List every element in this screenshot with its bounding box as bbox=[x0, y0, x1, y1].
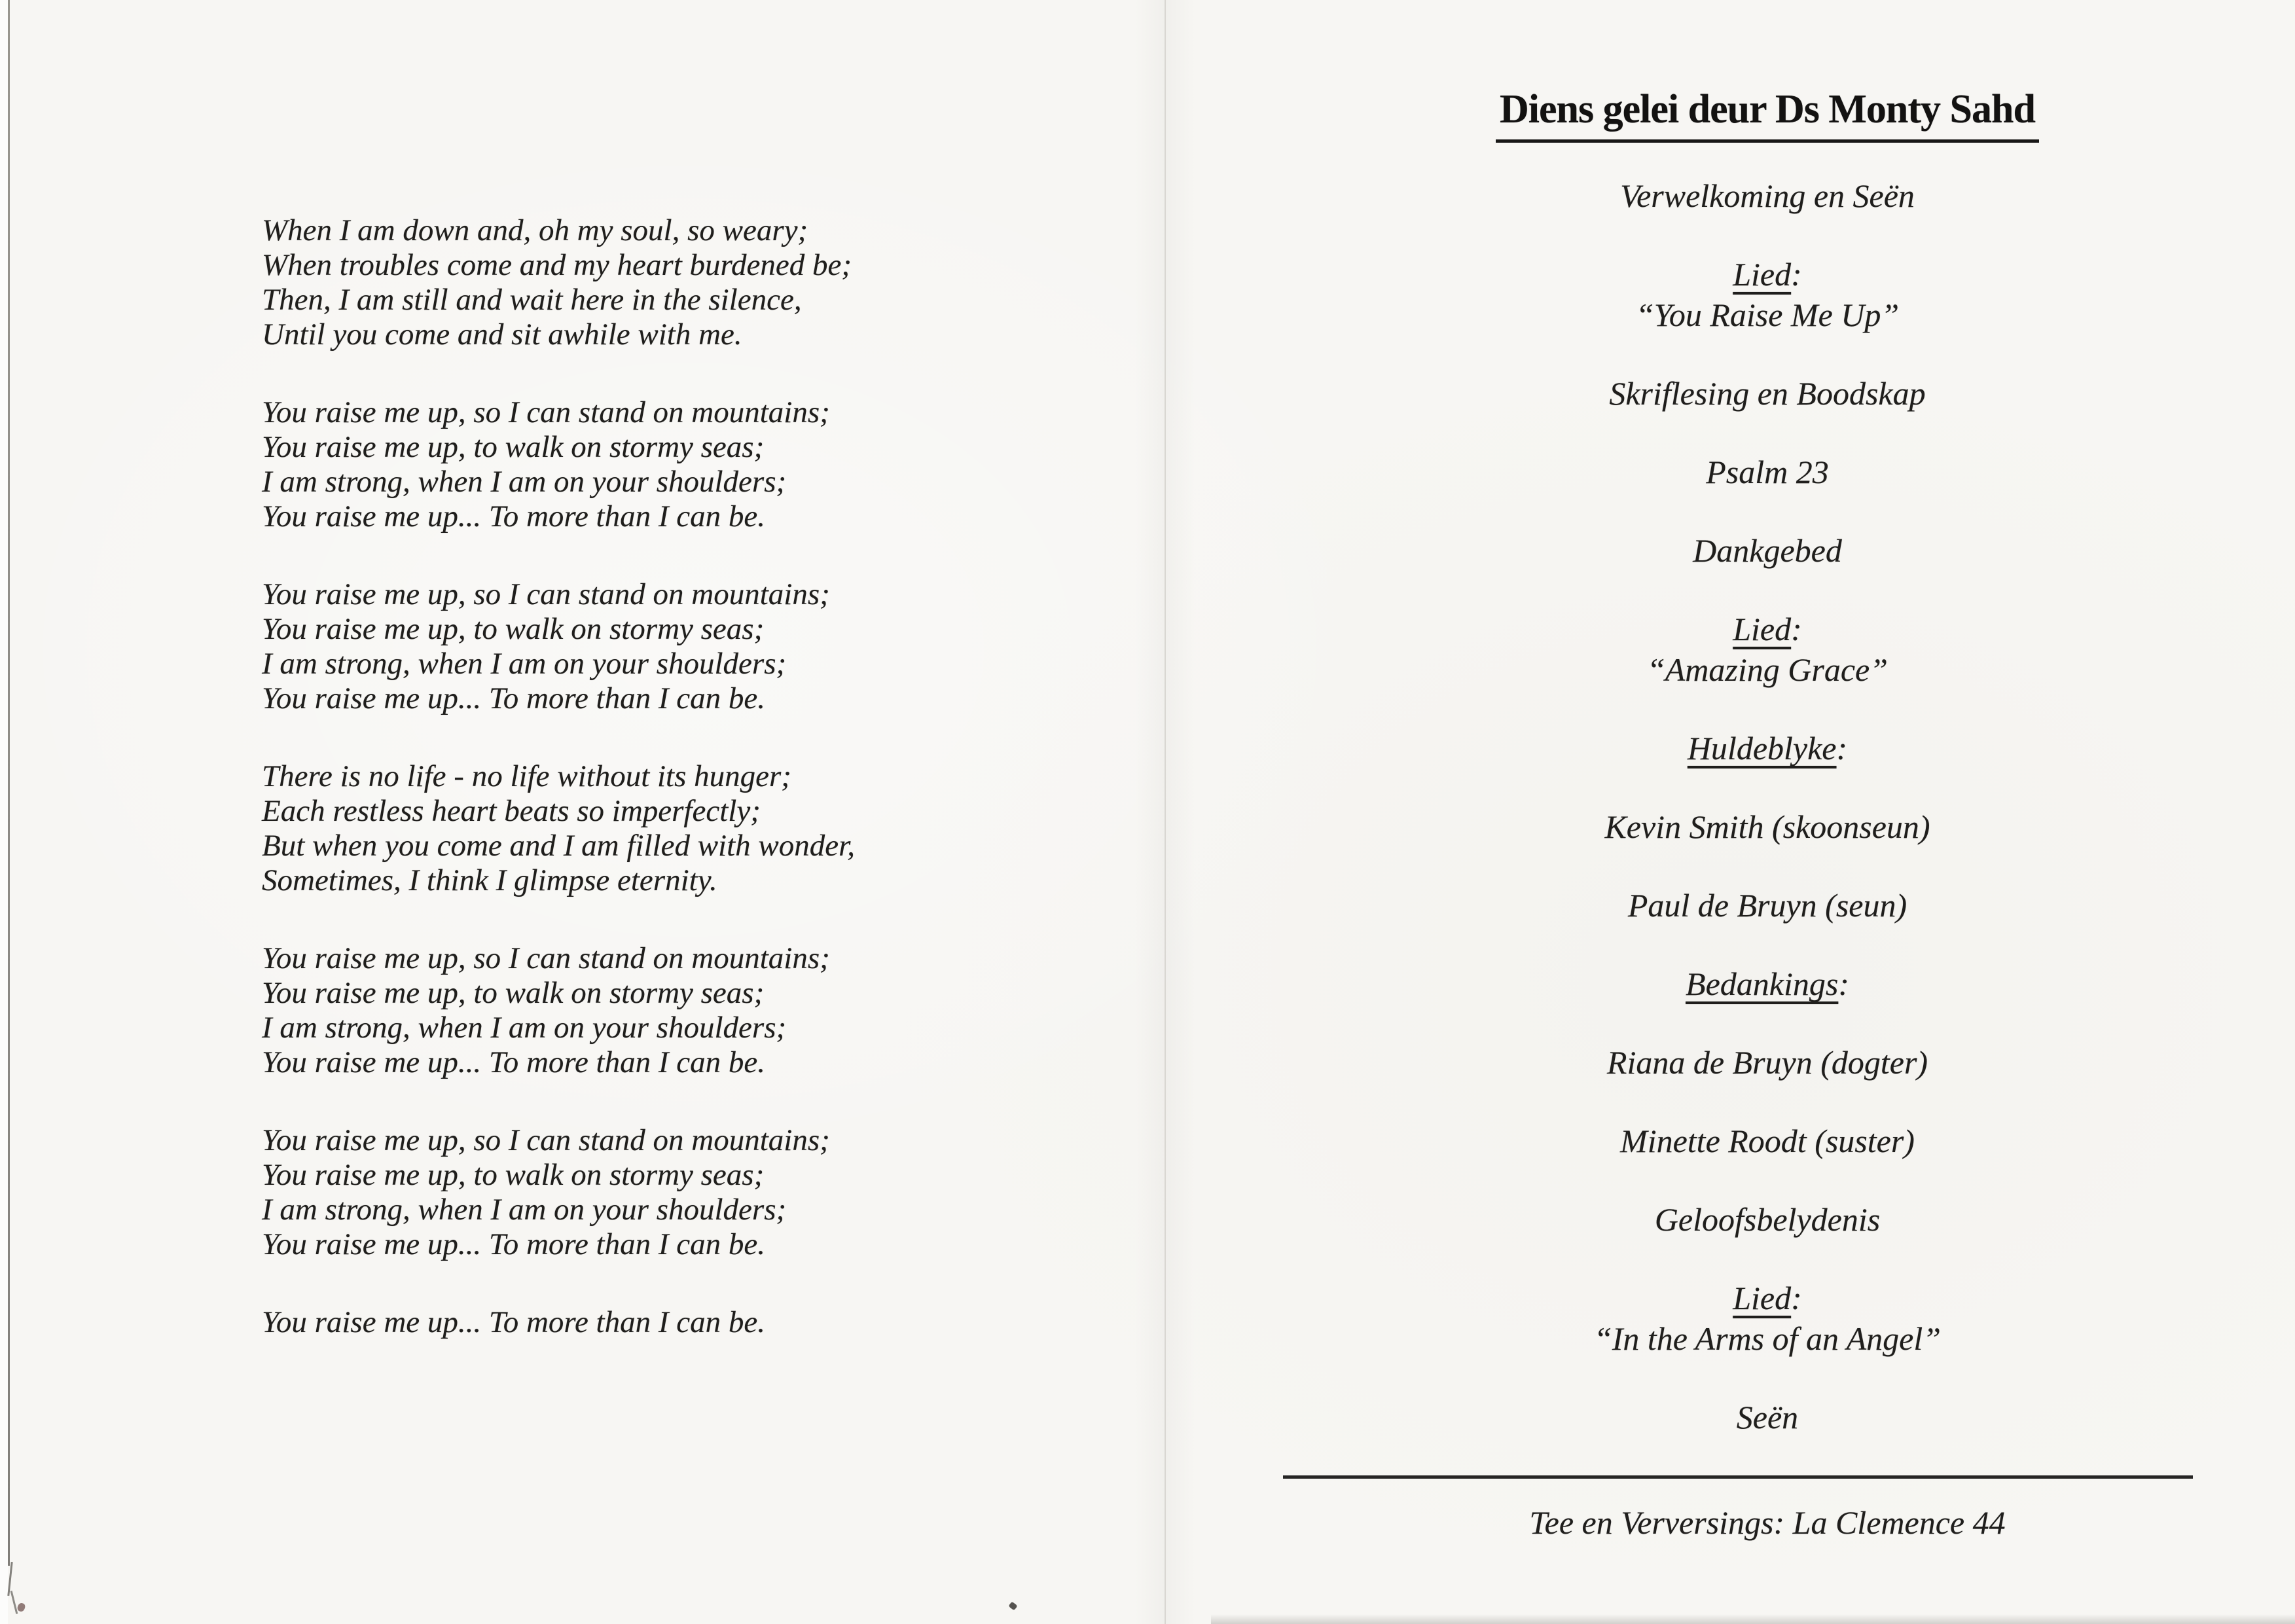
service-item: Riana de Bruyn (dogter) bbox=[1606, 1044, 1928, 1081]
song-title: “Amazing Grace” bbox=[1646, 651, 1888, 689]
service-item-song bbox=[1240, 1278, 2295, 1359]
divider-rule bbox=[1283, 1475, 2193, 1479]
song-title: “In the Arms of an Angel” bbox=[1593, 1320, 1942, 1358]
poem-line: Until you come and sit awhile with me. bbox=[262, 317, 742, 352]
poem-line: Then, I am still and wait here in the silence, bbox=[262, 283, 802, 317]
song-label bbox=[1240, 254, 2295, 295]
service-heading bbox=[1240, 964, 2295, 1004]
poem-line: You raise me up... To more than I can be. bbox=[262, 1305, 765, 1339]
order-of-service bbox=[1240, 86, 2295, 1543]
poem-line: Each restless heart beats so imperfectly; bbox=[262, 794, 761, 828]
poem-line: When troubles come and my heart burdened be; bbox=[262, 248, 852, 282]
service-item-song bbox=[1240, 609, 2295, 690]
poem-stanza bbox=[262, 213, 1152, 352]
poem-line: I am strong, when I am on your shoulders; bbox=[262, 1011, 787, 1045]
poem-stanza bbox=[262, 1123, 1152, 1262]
poem-line: There is no life - no life without its hunger; bbox=[262, 759, 791, 793]
service-footer: Tee en Verversings: La Clemence 44 bbox=[1529, 1504, 2006, 1542]
song-label-colon: : bbox=[1791, 256, 1802, 293]
service-item: Verwelkoming en Seën bbox=[1620, 177, 1915, 215]
poem-line: But when you come and I am filled with wonder, bbox=[262, 829, 855, 863]
left-page bbox=[262, 213, 1152, 1383]
poem-line: You raise me up, so I can stand on mountains; bbox=[262, 577, 830, 611]
poem-line: When I am down and, oh my soul, so weary; bbox=[262, 213, 808, 247]
service-title bbox=[1240, 86, 2295, 143]
poem-line: You raise me up, so I can stand on mountains; bbox=[262, 395, 830, 429]
poem-line: You raise me up, so I can stand on mountains; bbox=[262, 1123, 830, 1157]
page-gutter-seam bbox=[1165, 0, 1166, 1624]
scan-bottom-shadow bbox=[1211, 1614, 2295, 1624]
poem-line: You raise me up, to walk on stormy seas; bbox=[262, 612, 765, 646]
scan-speck bbox=[1008, 1602, 1017, 1611]
service-item: Geloofsbelydenis bbox=[1654, 1201, 1881, 1238]
poem-line: You raise me up... To more than I can be. bbox=[262, 681, 765, 715]
song-label-text: Lied bbox=[1733, 611, 1792, 648]
poem-line: You raise me up, to walk on stormy seas; bbox=[262, 976, 765, 1010]
poem bbox=[262, 213, 1152, 1340]
service-heading-text: Bedankings bbox=[1686, 965, 1839, 1003]
poem-stanza bbox=[262, 941, 1152, 1080]
poem-line: You raise me up, to walk on stormy seas; bbox=[262, 1158, 765, 1192]
song-label-colon: : bbox=[1791, 1280, 1802, 1317]
service-item: Psalm 23 bbox=[1706, 454, 1829, 491]
service-heading-text: Huldeblyke bbox=[1687, 730, 1837, 767]
poem-stanza bbox=[262, 1305, 1152, 1340]
poem-stanza bbox=[262, 759, 1152, 898]
page-edge-line-tail bbox=[10, 1591, 18, 1614]
poem-line: You raise me up, to walk on stormy seas; bbox=[262, 430, 765, 464]
service-item: Kevin Smith (skoonseun) bbox=[1604, 808, 1930, 846]
song-label-text: Lied bbox=[1733, 1280, 1792, 1317]
poem-line: You raise me up... To more than I can be. bbox=[262, 1227, 765, 1261]
poem-line: I am strong, when I am on your shoulders; bbox=[262, 1193, 787, 1227]
right-page bbox=[1240, 86, 2295, 1543]
service-item-song bbox=[1240, 254, 2295, 335]
poem-line: You raise me up... To more than I can be. bbox=[262, 1045, 765, 1079]
song-title: “You Raise Me Up” bbox=[1635, 297, 1900, 334]
service-heading-colon: : bbox=[1838, 965, 1849, 1003]
scan-speck bbox=[16, 1602, 26, 1612]
service-heading bbox=[1240, 728, 2295, 768]
service-title-text: Diens gelei deur Ds Monty Sahd bbox=[1496, 86, 2039, 143]
poem-line: You raise me up, so I can stand on mountains; bbox=[262, 941, 830, 975]
service-item: Seën bbox=[1736, 1399, 1799, 1436]
poem-line: Sometimes, I think I glimpse eternity. bbox=[262, 863, 717, 897]
poem-line: You raise me up... To more than I can be. bbox=[262, 499, 765, 533]
page-edge-line bbox=[8, 0, 10, 1566]
scan-left-white-margin bbox=[0, 0, 8, 1624]
song-label bbox=[1240, 609, 2295, 649]
service-item: Skriflesing en Boodskap bbox=[1609, 375, 1926, 412]
song-label-colon: : bbox=[1791, 611, 1802, 648]
poem-stanza bbox=[262, 577, 1152, 716]
poem-stanza bbox=[262, 395, 1152, 534]
song-label-text: Lied bbox=[1733, 256, 1792, 293]
service-item: Paul de Bruyn (seun) bbox=[1627, 887, 1907, 924]
service-item: Minette Roodt (suster) bbox=[1620, 1123, 1915, 1160]
poem-line: I am strong, when I am on your shoulders; bbox=[262, 465, 787, 499]
song-label bbox=[1240, 1278, 2295, 1318]
service-item: Dankgebed bbox=[1693, 532, 1842, 569]
service-heading-colon: : bbox=[1836, 730, 1848, 767]
poem-line: I am strong, when I am on your shoulders; bbox=[262, 647, 787, 681]
